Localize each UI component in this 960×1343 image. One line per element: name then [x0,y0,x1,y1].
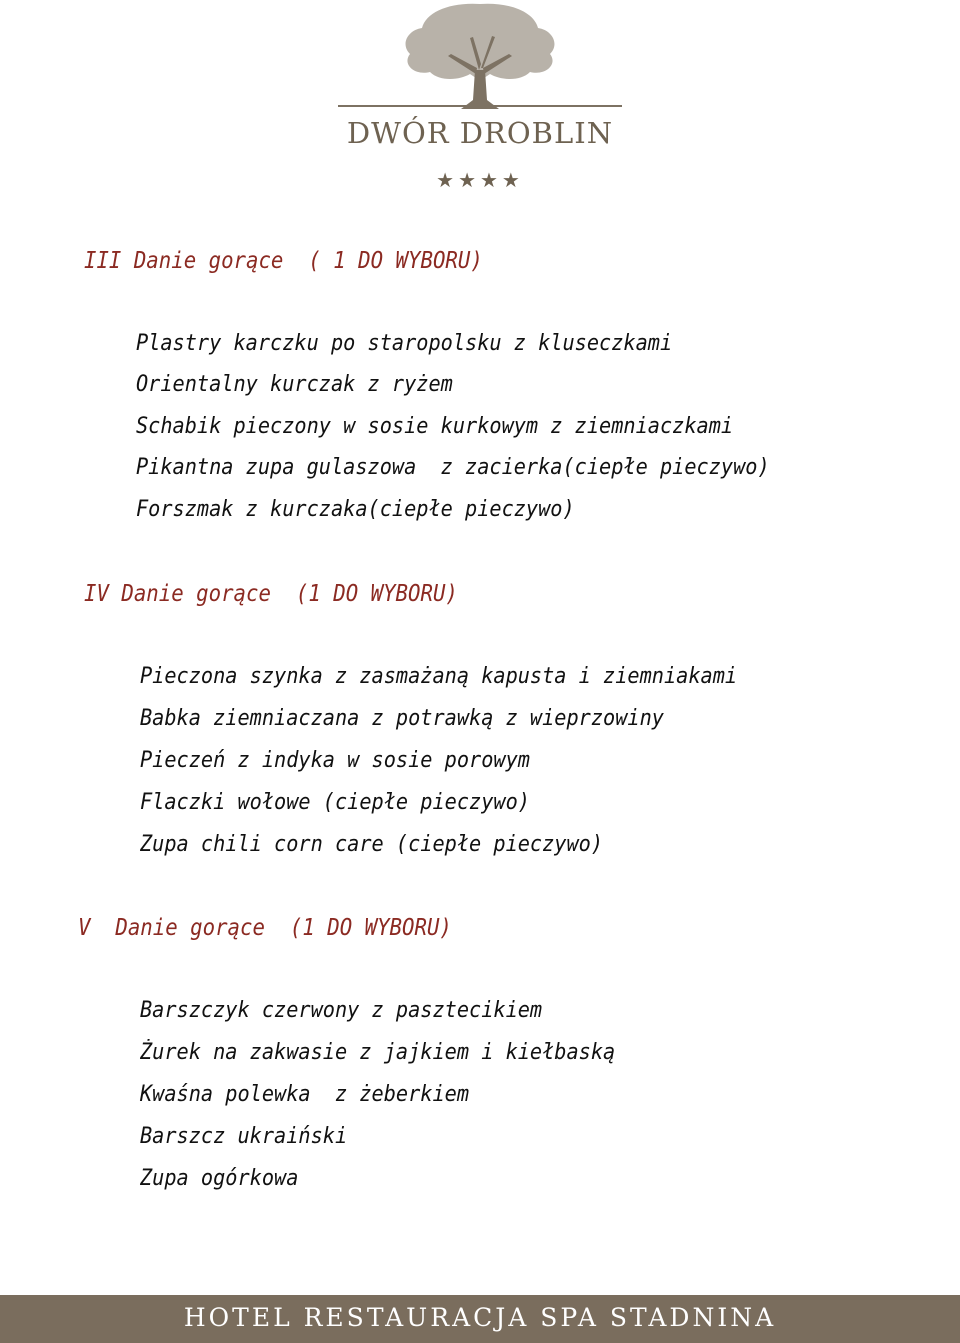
menu-item: Babka ziemniaczana z potrawką z wieprzowiny [140,706,664,731]
section-heading-v: V Danie gorące (1 DO WYBORU) [78,915,452,941]
tree-icon [330,0,630,118]
menu-item: Flaczki wołowe (ciepłe pieczywo) [140,790,530,815]
menu-item: Pieczeń z indyka w sosie porowym [140,748,530,773]
menu-item: Forszmak z kurczaka(ciepłe pieczywo) [136,497,575,522]
section-heading-iv: IV Danie gorące (1 DO WYBORU) [84,581,458,607]
logo [0,0,960,200]
menu-item: Barszczyk czerwony z pasztecikiem [140,998,543,1023]
menu-item: Żurek na zakwasie z jajkiem i kiełbaską [140,1040,616,1065]
menu-item: Barszcz ukraiński [140,1124,348,1149]
menu-item: Schabik pieczony w sosie kurkowym z ziemniaczkami [136,414,734,439]
menu-item: Pikantna zupa gulaszowa z zacierka(ciepłe pieczywo) [136,455,770,480]
menu-item: Zupa chili corn care (ciepłe pieczywo) [140,832,604,857]
menu-item: Orientalny kurczak z ryżem [136,372,453,397]
star-rating: ★★★★ [436,168,524,192]
brand-name: DWÓR DROBLIN [346,116,614,150]
menu-item: Kwaśna polewka z żeberkiem [140,1082,470,1107]
section-heading-iii: III Danie gorące ( 1 DO WYBORU) [84,248,483,274]
menu-item: Pieczona szynka z zasmażaną kapusta i ziemniakami [140,664,738,689]
menu-item: Plastry karczku po staropolsku z kluseczkami [136,331,673,356]
footer-text: HOTEL RESTAURACJA SPA STADNINA [183,1303,777,1332]
menu-item: Zupa ogórkowa [140,1166,299,1191]
footer-bar [0,1295,960,1343]
